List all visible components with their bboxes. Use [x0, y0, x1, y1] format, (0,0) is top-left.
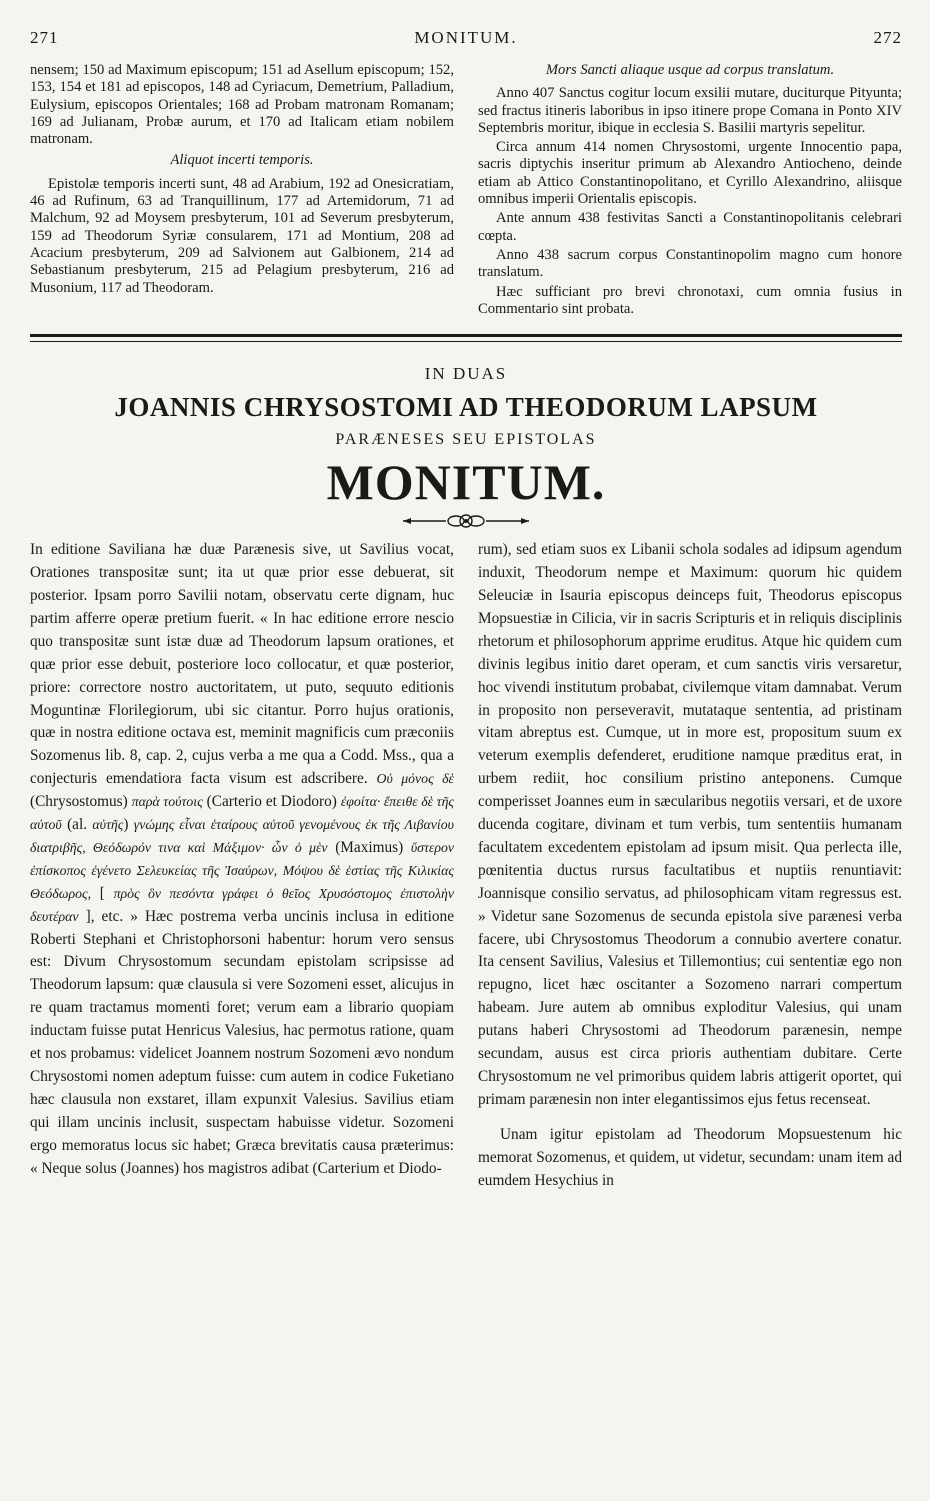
paragraph: nensem; 150 ad Maximum episcopum; 151 ad Asellum episcopum; 152, 153, 154 et 181 ad episcopos, 148 ad Cyriacum, Demetrium, Palladium, Eulysium, episcopos Orientales; 168 ad Probam matronam Romanam; 169 ad Julianam, Probæ aurum, et 170 ad Italicam etiam nobilem matronam.	[30, 62, 454, 148]
body-left-column	[30, 539, 454, 1192]
paragraph	[30, 539, 454, 1180]
section-heading	[30, 364, 902, 511]
paragraph: Anno 407 Sanctus cogitur locum exsilii mutare, duciturque Pityunta; sed fractus itineris laboribus in ipso itinere prope Comana in Ponto XIV Septembris moritur, ibique in ecclesia S. Basilii martyris sepelitur.	[478, 85, 902, 136]
text-run: (Maximus)	[335, 838, 404, 856]
text-run: (Carterio et Diodoro)	[206, 793, 337, 811]
paragraph: Circa annum 414 nomen Chrysostomi, urgente Innocentio papa, sacris diptychis inseritur primum ab Alexandro Antiocheno, deinde etiam ab Attico Constantinopolitano, et Cyrillo Alexandrino, aliisque omnibus imperii Orientalis episcopis.	[478, 139, 902, 208]
running-title: MONITUM.	[414, 28, 518, 47]
text-run: )	[123, 816, 129, 834]
top-left-column	[30, 62, 454, 320]
page-number-right: 272	[873, 28, 902, 47]
paragraph: Ante annum 438 festivitas Sancti a Constantinopolitanis celebrari cœpta.	[478, 210, 902, 244]
paragraph: Epistolæ temporis incerti sunt, 48 ad Arabium, 192 ad Onesicratiam, 46 ad Rufinum, 63 ad Tranquillinum, 177 ad Artemidorum, 71 ad Malchum, 92 ad Moysem presbyterum, 101 ad Severum presbyterum, 159 ad Theodorum Syriæ consularem, 171 ad Montium, 208 ad Acacium presbyterum, 209 ad Salvionem aut Galbionem, 214 ad Sebastianum presbyterum, 215 ad Pelagium presbyterum, 216 ad Musonium, 117 ad Theodoram.	[30, 175, 454, 296]
text-run: (al.	[67, 816, 88, 834]
text-run: [	[99, 884, 105, 902]
text-run: In editione Saviliana hæ duæ Parænesis sive, ut Savilius vocat, Orationes transpositæ sunt; ita ut quæ prior esse debuerat, sit posterior. Ipsam porro Savilii notam, observatu certe dignam, huc partim afferre operæ pretium fuerit. « In hac editione errore nescio quo transpositæ sunt istæ duæ ad Theodorum lapsum orationes, et quæ prior esse debuit, posteriore loco collocatur, et quæ posterior, priore: correctore nostro auctoritatem, ut puto, sequuto editionis Moguntinæ Florilegiorum, ubi sic citantur. Porro hujus orationis, quæ in nostra editione octava est, meminit magnificis cum præconiis Sozomenus lib. 8, cap. 2, cujus verba a me qua a Codd. Mss., qua a conjecturis emendatiora facta visum est adscribere.	[30, 541, 454, 788]
ornament-divider-icon	[30, 513, 902, 529]
heading-monitum: MONITUM.	[326, 454, 606, 511]
section-subhead: Mors Sancti aliaque usque ad corpus translatum.	[545, 62, 835, 78]
greek-text: παρὰ τούτοις	[131, 794, 203, 810]
greek-text: πρὸς ὃν πεσόντα γράφει ὁ θεῖος Χρυσόστομος ἐπιστολὴν δευτέραν	[30, 885, 455, 924]
paragraph: Anno 438 sacrum corpus Constantinopolim magno cum honore translatum.	[478, 246, 902, 281]
greek-text: Οὐ μόνος δὲ	[376, 771, 454, 787]
running-head	[30, 28, 902, 56]
page	[30, 28, 902, 1193]
greek-text: ἐφοίτα· ἔπειθε δὲ τῆς αὐτοῦ	[30, 794, 455, 833]
heading-line-2: JOANNIS CHRYSOSTOMI AD THEODORUM LAPSUM	[114, 392, 818, 423]
top-columns	[30, 62, 902, 320]
body-columns	[30, 539, 902, 1192]
text-run: ], etc. » Hæc postrema verba uncinis inclusa in editione Roberti Stephani et Christophorsoni habentur: horum vero sensus est: Divum Chrysostomum secundam epistolam scripsisse ad Theodorum lapsum: quæ clausula si vere Sozomeni esset, alicujus in re quam tractamus momenti foret; verum eam a librario quopiam inductam fuisse putat Henricus Valesius, hac permotus ratione, quam et nos probamus: videlicet Joannem nostrum Sozomeni ævo nondum Chrysostomi nomen adeptum fuisse: cum autem in codice Fuketiano hæc clausula non exstaret, illam expunxit Valesius. Savilius etiam qui illam uncinis inclusit, suspectam habuisse videtur. Sozomeni ergo memoratus locus sic habet; Græca brevitatis causa præterimus: « Neque solus (Joannes) hos magistros adibat (Carterium et Diodo-	[30, 907, 454, 1177]
paragraph: Hæc sufficiant pro brevi chronotaxi, cum omnia fusius in Commentario sint probata.	[478, 283, 902, 317]
page-number-left: 271	[30, 28, 59, 47]
paragraph: rum), sed etiam suos ex Libanii schola sodales ad idipsum agendum induxit, Theodorum nempe et Maximum: quorum hic quidem Seleuciæ in Isauria episcopus deinceps fuit, Theodorus episcopus Mopsuestiæ in Cilicia, vir in sacris Scripturis et in reliquis disciplinis rhetorum et philosophorum apprime eruditus. Atque hic quidem cum divinis legibus initio daret operam, et cum sanctis viris versaretur, hoc vivendi institutum probabat, civilemque vitam damnabat. Verum in proposito non perseveravit, mutataque sententia, ad pristinam vitam abreptus est. Cumque, ut in more est, propositum suum ex veterum exemplis defenderet, eruditione namque præditus erat, in urbem rediit, hoc consilium pristino anteponens. Cumque comperisset Joannes eum in sæcularibus negotiis versari, et de uxore ducenda cogitare, divinam et tum verbis, tum sententiis humanam facultatem excedentem epistolam ad ipsum misit. Qua perlecta ille, pœnitentia ductus rursus facultatibus et nuptiis renuntiavit: Joannisque consilio servatus, ad philosophicam vitam regressus est. » Videtur sane Sozomenus de secunda epistola sive parænesi verba facere, ubi Chrysostomus Theodorum a connubio avertere conatur. Ita censent Savilius, Valesius et Tillemontius; cui sententiæ ego non repugno, licet hæc oscitanter a Sozomeno narrari compertum habeam. Jure autem ab omnibus exploditur Valesius, qui unam putans haberi Chrysostomi ad Theodorum parænesin, nempe secundam, ausus est circa prioris authentiam dubitare. Certe Chrysostomum ne vel primoribus quidem labris attigerit oportet, qui primam parænesin non inter elegantissimos ejus fetus recenseat.	[478, 541, 902, 1108]
double-rule-divider	[30, 334, 902, 342]
top-right-column	[478, 62, 902, 320]
body-right-column	[478, 539, 902, 1192]
greek-text: ὕστερον ἐπίσκοπος ἐγένετο Σελευκείας τῆς Ἰσαύρων, Μόψου δὲ ἑστίας τῆς Κιλικίας Θεόδωρος,	[30, 839, 454, 901]
section-subhead: Aliquot incerti temporis.	[170, 152, 314, 169]
heading-line-3: PARÆNESES SEU EPISTOLAS	[335, 431, 597, 449]
greek-text: γνώμης εἶναι ἑταίρους αὐτοῦ γενομένους ἐκ τῆς Λιβανίου διατριβῆς, Θεόδωρόν τινα καὶ Μάξιμον· ὧν ὁ μὲν	[30, 817, 454, 855]
paragraph: Unam igitur epistolam ad Theodorum Mopsuestenum hic memorat Sozomenus, et quidem, ut videtur, secundam: unam item ad eumdem Hesychius in	[478, 1125, 902, 1189]
text-run: (Chrysostomus)	[30, 793, 128, 811]
heading-line-1: IN DUAS	[424, 364, 508, 384]
greek-text: αὐτῆς	[92, 817, 124, 833]
